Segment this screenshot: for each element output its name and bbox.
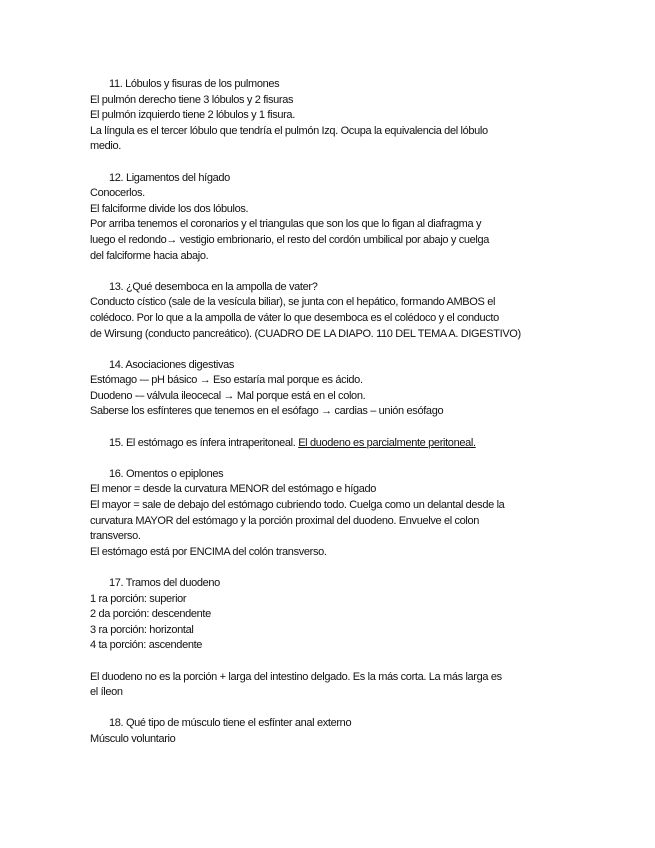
section-heading (90, 171, 570, 187)
text-line: medio. (90, 140, 121, 153)
heading-text: 17. Tramos del duodeno (109, 577, 220, 589)
section-heading (90, 358, 570, 374)
blank-line (90, 701, 570, 717)
blank-line (90, 654, 570, 670)
text-line: el íleon (90, 686, 123, 699)
heading-text: 14. Asociaciones digestivas (109, 358, 235, 371)
text-line: transverso. (90, 530, 141, 543)
heading-text: 16. Omentos o epiplones (109, 467, 224, 480)
blank-line (90, 451, 570, 467)
text-line: 1 ra porción: superior (90, 592, 187, 605)
text-line: El falciforme divide los dos lóbulos. (90, 202, 249, 215)
blank-line (90, 420, 570, 436)
text-line: El duodeno no es la porción + larga del intestino delgado. Es la más corta. La más larga es (90, 670, 502, 683)
text-line: El pulmón derecho tiene 3 lóbulos y 2 fisuras (90, 93, 294, 106)
text-line: de Wirsung (conducto pancreático). (CUADRO DE LA DIAPO. 110 DEL TEMA A. DIGESTIVO) (90, 327, 521, 340)
text-line: Músculo voluntario (90, 732, 176, 745)
blank-line (90, 155, 570, 171)
heading-text: 13. ¿Qué desemboca en la ampolla de vater? (109, 280, 318, 293)
blank-line (90, 342, 570, 358)
text-line: El estómago está por ENCIMA del colón transverso. (90, 545, 327, 558)
document-body (90, 77, 570, 748)
text-line: colédoco. Por lo que a la ampolla de váter lo que desemboca es el colédoco y el conducto (90, 311, 499, 324)
heading-text: 12. Ligamentos del hígado (109, 171, 230, 184)
text-line: El mayor = sale de debajo del estómago cubriendo todo. Cuelga como un delantal desde la (90, 499, 505, 512)
text-line: luego el redondo→ vestigio embrionario, el resto del cordón umbilical por abajo y cuelga (90, 233, 490, 246)
text-line: La língula es el tercer lóbulo que tendría el pulmón Izq. Ocupa la equivalencia del lóbulo (90, 124, 488, 137)
section-heading (90, 77, 570, 93)
heading-text: 15. El estómago es ínfera intraperitoneal. (109, 436, 299, 449)
section-heading (90, 467, 570, 483)
blank-line (90, 264, 570, 280)
heading-text: 18. Qué tipo de músculo tiene el esfínter anal externo (109, 717, 352, 730)
text-line: 3 ra porción: horizontal (90, 623, 194, 636)
heading-text: 11. Lóbulos y fisuras de los pulmones (109, 78, 280, 90)
section-heading (90, 280, 570, 296)
text-line: El menor = desde la curvatura MENOR del estómago e hígado (90, 483, 377, 496)
section-heading (90, 576, 570, 592)
section-heading (90, 716, 570, 732)
blank-line (90, 560, 570, 576)
text-line: Conducto cístico (sale de la vesícula biliar), se junta con el hepático, formando AMBOS el (90, 296, 496, 309)
text-line: Estómago -– pH básico → Eso estaría mal porque es ácido. (90, 374, 363, 387)
text-line: Duodeno -– válvula ileocecal → Mal porque está en el colon. (90, 389, 366, 402)
text-line: 4 ta porción: ascendente (90, 639, 203, 652)
underlined-text: El duodeno es parcialmente peritoneal. (298, 436, 476, 449)
text-line: 2 da porción: descendente (90, 608, 211, 621)
section-heading (90, 436, 570, 452)
text-line: del falciforme hacia abajo. (90, 249, 209, 262)
text-line: curvatura MAYOR del estómago y la porción proximal del duodeno. Envuelve el colon (90, 514, 480, 527)
text-line: El pulmón izquierdo tiene 2 lóbulos y 1 fisura. (90, 109, 295, 122)
text-line: Por arriba tenemos el coronarios y el triangulas que son los que lo figan al diafragma y (90, 218, 482, 231)
text-line: Conocerlos. (90, 187, 145, 200)
text-line: Saberse los esfínteres que tenemos en el esófago → cardias – unión esófago (90, 405, 444, 418)
